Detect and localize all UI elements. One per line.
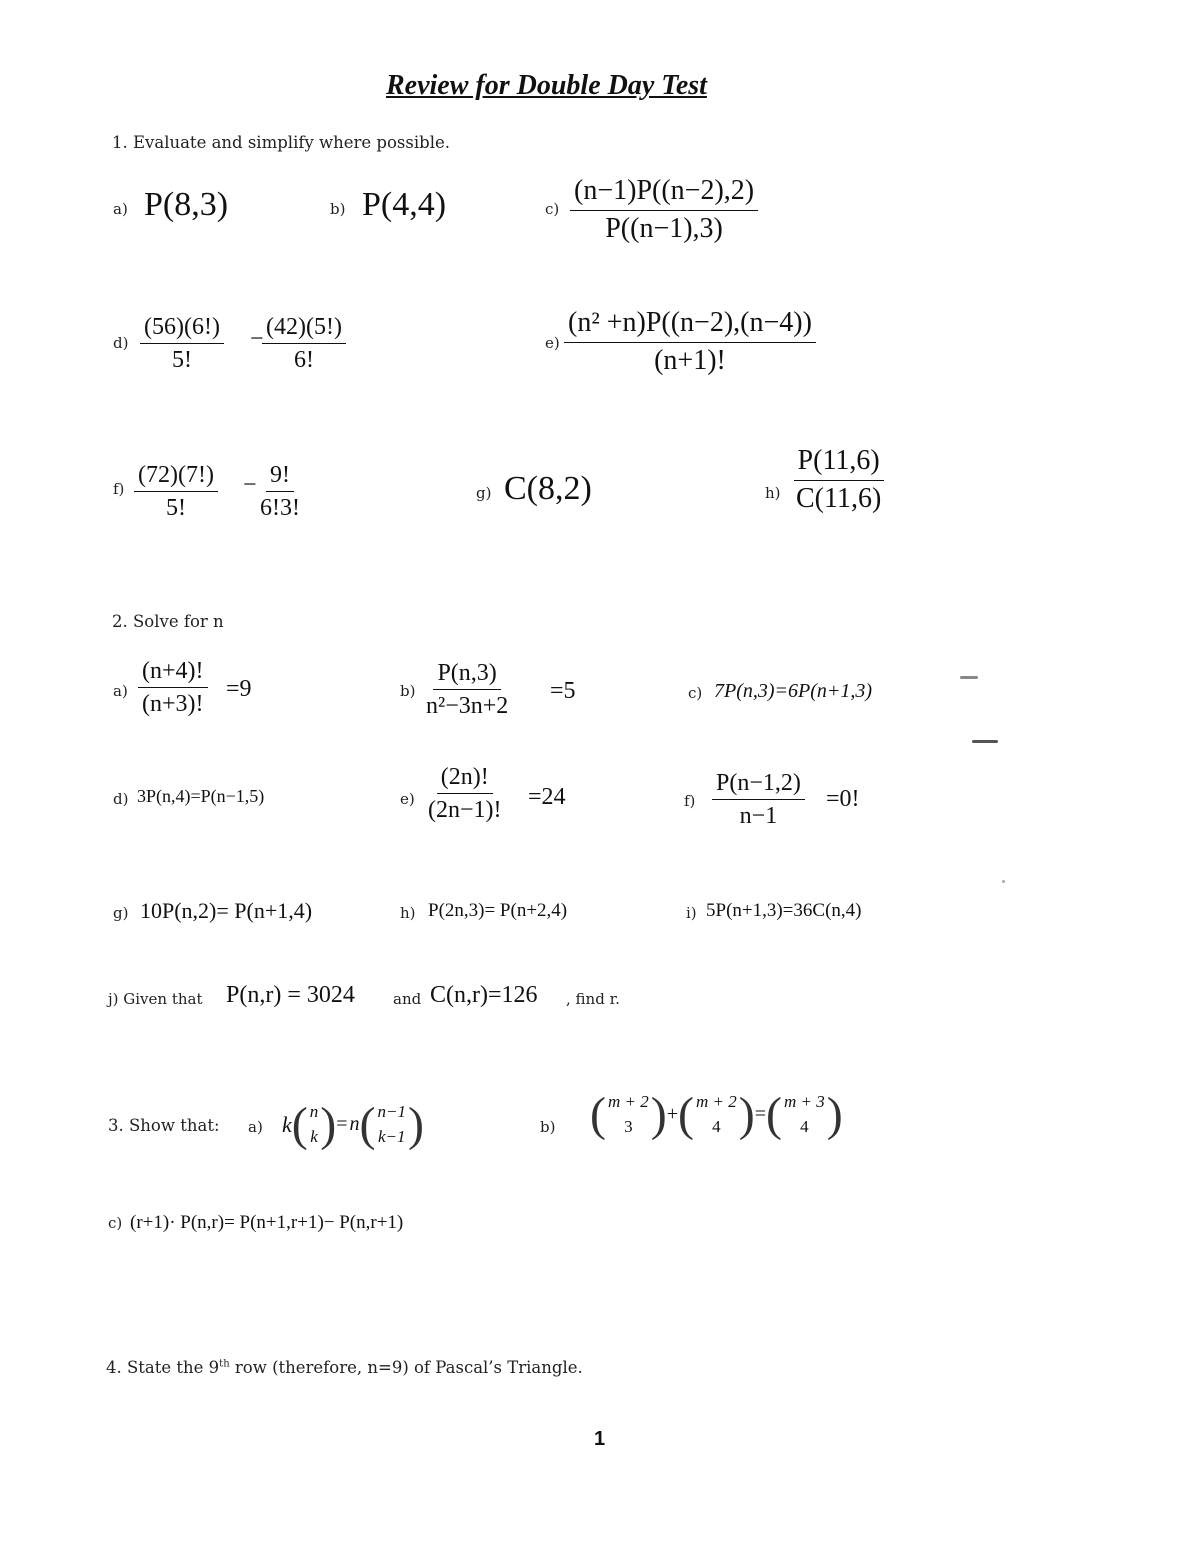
q1d-numerator-1: (56)(6!) — [140, 314, 224, 344]
q3a-binomial-2-bottom: k−1 — [377, 1126, 406, 1146]
q2j-and: and — [393, 990, 422, 1008]
q3b-binomial-2 — [694, 1090, 739, 1139]
q1f-numerator-1: (72)(7!) — [134, 462, 218, 492]
q2b-denominator: n²−3n+2 — [426, 693, 509, 720]
q1d-numerator-2: (42)(5!) — [262, 314, 346, 344]
q1c-denominator: P((n−1),3) — [605, 212, 723, 244]
q3b-binomial-3-top: m + 3 — [783, 1092, 825, 1111]
q2i-label: i) — [686, 904, 697, 922]
q1-heading: 1. Evaluate and simplify where possible. — [112, 133, 450, 152]
page-number: 1 — [594, 1428, 606, 1450]
q2g-label: g) — [113, 904, 129, 922]
q2g-expression: 10P(n,2)= P(n+1,4) — [140, 898, 313, 923]
q3-heading: 3. Show that: — [108, 1116, 220, 1135]
q2i-expression: 5P(n+1,3)=36C(n,4) — [706, 900, 862, 921]
q1c-fraction — [570, 176, 758, 245]
q1f-numerator-2: 9! — [266, 462, 294, 492]
q3b-equals: = — [754, 1103, 766, 1126]
q1b-label: b) — [330, 200, 346, 218]
q1d-fraction-2 — [262, 314, 346, 374]
q4-heading-end: row (therefore, n=9) of Pascal’s Triangle. — [229, 1358, 583, 1377]
q3a-binomial-1-top: n — [309, 1102, 319, 1121]
q1g-expression: C(8,2) — [504, 470, 592, 507]
q2j-prefix: j) Given that — [108, 990, 203, 1008]
q2a-fraction — [138, 658, 208, 718]
q2j-expression-2: C(n,r)=126 — [430, 982, 538, 1008]
q4-superscript: th — [219, 1358, 230, 1370]
q2j-suffix: , find r. — [566, 990, 620, 1008]
q1d-denominator-2: 6! — [293, 347, 314, 374]
q2e-rhs: =24 — [528, 784, 566, 810]
q2c-label: c) — [688, 684, 703, 702]
q2h-label: h) — [400, 904, 416, 922]
q1f-label: f) — [113, 480, 125, 498]
q2a-rhs: =9 — [226, 676, 252, 702]
q1f-denominator-2: 6!3! — [260, 495, 300, 522]
page-title: Review for Double Day Test — [386, 70, 707, 101]
q3b-binomial-2-bottom: 4 — [712, 1116, 721, 1136]
q2f-denominator: n−1 — [739, 803, 778, 830]
q1f-denominator-1: 5! — [165, 495, 186, 522]
q1h-numerator: P(11,6) — [794, 446, 884, 481]
q2f-label: f) — [684, 792, 696, 810]
q1h-label: h) — [765, 484, 781, 502]
q3a-label: a) — [248, 1118, 263, 1136]
q2e-fraction — [424, 764, 506, 824]
q1c-numerator: (n−1)P((n−2),2) — [570, 176, 758, 211]
q3a-binomial-2 — [376, 1100, 408, 1149]
q2f-fraction — [712, 770, 805, 830]
q3b-binomial-3 — [782, 1090, 827, 1139]
q2c-expression: 7P(n,3)=6P(n+1,3) — [714, 680, 873, 702]
q3b-label: b) — [540, 1118, 556, 1136]
q1d-label: d) — [113, 334, 129, 352]
q1a-expression: P(8,3) — [144, 186, 229, 223]
q2e-label: e) — [400, 790, 415, 808]
q3b-binomial-1-bottom: 3 — [624, 1116, 633, 1136]
q1d-denominator-1: 5! — [171, 347, 192, 374]
q1h-denominator: C(11,6) — [796, 482, 882, 514]
scan-mark — [1002, 880, 1005, 883]
q2e-denominator: (2n−1)! — [428, 797, 502, 824]
q3b-binomial-1-top: m + 2 — [607, 1092, 649, 1111]
q1f-minus: − — [243, 472, 257, 498]
q4-heading — [106, 1358, 583, 1377]
q2d-expression: 3P(n,4)=P(n−1,5) — [137, 786, 265, 806]
q1a-label: a) — [113, 200, 128, 218]
q3a-binomial-1-bottom: k — [310, 1126, 318, 1146]
q2h-expression: P(2n,3)= P(n+2,4) — [428, 900, 568, 921]
q1c-label: c) — [545, 200, 560, 218]
q2a-numerator: (n+4)! — [138, 658, 208, 688]
q1h-fraction — [792, 446, 885, 515]
q1d-fraction-1 — [140, 314, 224, 374]
q2j-expression-1: P(n,r) = 3024 — [226, 982, 355, 1008]
q1e-label: e) — [545, 334, 560, 352]
q3b-binomial-1 — [606, 1090, 651, 1139]
q3b-plus: + — [666, 1103, 678, 1126]
q1f-fraction-2 — [256, 462, 304, 522]
q3a-n: n — [349, 1113, 360, 1136]
q2d-label: d) — [113, 790, 129, 808]
q3a-identity: k ( n k ) = n ( n−1 k−1 ) — [282, 1097, 424, 1151]
q2f-numerator: P(n−1,2) — [712, 770, 805, 800]
q2b-rhs: =5 — [550, 678, 576, 704]
q2b-fraction — [422, 660, 512, 720]
q2a-denominator: (n+3)! — [142, 691, 204, 718]
q4-heading-start: 4. State the 9 — [106, 1358, 220, 1377]
q1g-label: g) — [476, 484, 492, 502]
q3b-identity: ( m + 2 3 ) + ( m + 2 4 ) = ( m + 3 4 ) — [590, 1087, 843, 1141]
q3c-expression: (r+1)· P(n,r)= P(n+1,r+1)− P(n,r+1) — [130, 1212, 404, 1233]
q1d-minus: − — [250, 326, 264, 352]
q3a-binomial-2-top: n−1 — [377, 1102, 406, 1121]
q3a-k: k — [282, 1111, 292, 1137]
q2b-label: b) — [400, 682, 416, 700]
q2b-numerator: P(n,3) — [433, 660, 500, 690]
q2e-numerator: (2n)! — [437, 764, 493, 794]
scan-mark — [960, 676, 978, 679]
q3b-binomial-3-bottom: 4 — [800, 1116, 809, 1136]
q3a-equals: = — [336, 1113, 348, 1136]
scan-mark — [972, 740, 998, 743]
q1e-denominator: (n+1)! — [654, 344, 726, 376]
q3b-binomial-2-top: m + 2 — [695, 1092, 737, 1111]
q1e-numerator: (n² +n)P((n−2),(n−4)) — [564, 308, 816, 343]
q1e-fraction — [564, 308, 816, 377]
q2-heading: 2. Solve for n — [112, 612, 224, 631]
q2f-rhs: =0! — [826, 786, 860, 812]
q3a-binomial-1 — [308, 1100, 321, 1149]
q3c-label: c) — [108, 1214, 123, 1232]
q1b-expression: P(4,4) — [362, 186, 447, 223]
q2a-label: a) — [113, 682, 128, 700]
q1f-fraction-1 — [134, 462, 218, 522]
